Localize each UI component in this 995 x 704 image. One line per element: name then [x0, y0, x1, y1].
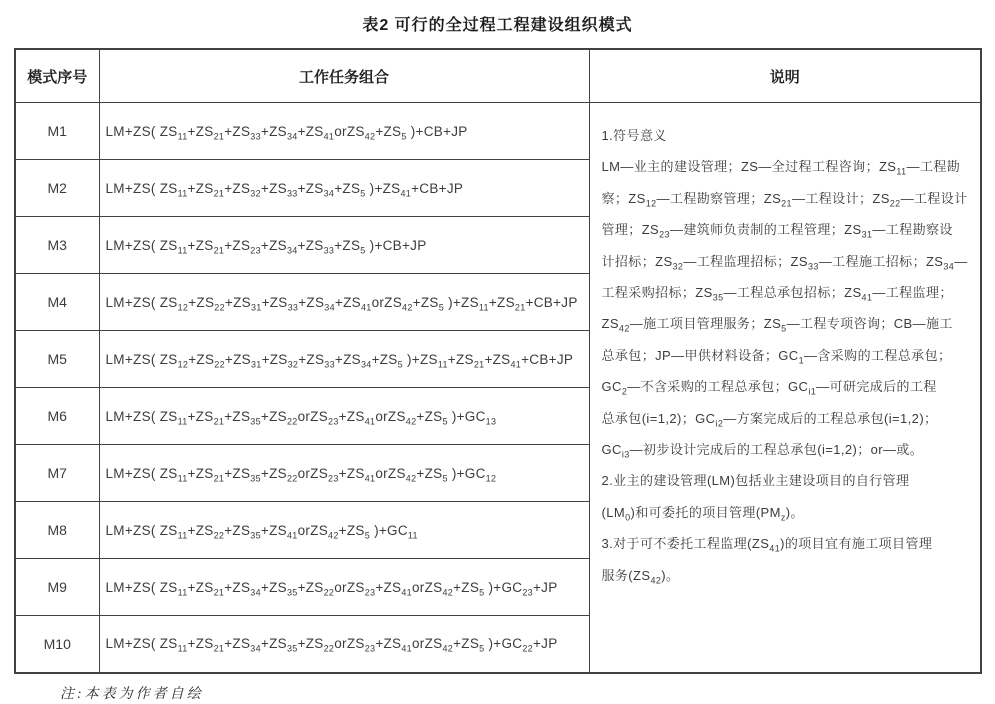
task-combination-cell: LM+ZS( $ZS_{11}+ZS_{21}+ZS_{32}+ZS_{33}+ZS_{34}+ZS_5$ )$+ZS_{41}+CB+JP$ [99, 160, 589, 217]
task-combination-cell: LM+ZS( $ZS_{11}+ZS_{21}+ZS_{34}+ZS_{35}+ZS_{22}orZS_{23}+ZS_{41}orZS_{42}+ZS_5$ )$+GC_{23}+JP$ [99, 559, 589, 616]
explanation-line: 计招标；$ZS_{32}—$工程监理招标；$ZS_{33}—$工程施工招标；$ZS_{34}—$ [601, 253, 968, 272]
table-row [15, 103, 981, 160]
explanation-line: 察；$ZS_{12}—$工程勘察管理；$ZS_{21}—$工程设计；$ZS_{22}—$工程设计 [601, 190, 968, 209]
table-footnote: 注:本表为作者自绘 [60, 686, 204, 702]
explanation-line: 3.对于可不委托工程监理$(ZS_{41})$的项目宜有施工项目管理 [601, 536, 933, 554]
mode-id-cell: M9 [15, 559, 99, 616]
explanation-line: $(LM_0)$和可委托的项目管理$(PM_z)$。 [601, 504, 804, 523]
mode-id-cell: M1 [15, 103, 99, 160]
task-combination-cell: LM+ZS( $ZS_{11}+ZS_{21}+ZS_{34}+ZS_{35}+ZS_{22}orZS_{23}+ZS_{41}orZS_{42}+ZS_5$ )$+GC_{22}+JP$ [99, 616, 589, 673]
task-combination-cell: LM+ZS( $ZS_{11}+ZS_{22}+ZS_{35}+ZS_{41}orZS_{42}+ZS_5$ )$+GC_{11}$ [99, 502, 589, 559]
mode-id-cell: M8 [15, 502, 99, 559]
explanation-line: $GC_{i3}—$初步设计完成后的工程总承包(i=1,2)；or—或。 [601, 442, 924, 460]
explanation-line: LM—业主的建设管理；ZS—全过程工程咨询；$ZS_{11}—$工程勘 [601, 159, 961, 177]
header-row [15, 49, 981, 103]
mode-id-cell: M4 [15, 274, 99, 331]
explanation-line: 总承包；JP—甲供材料设备；$GC_1—$含采购的工程总承包； [601, 347, 952, 366]
explanation-line: 2.业主的建设管理(LM)包括业主建设项目的自行管理 [601, 473, 910, 489]
mode-id-cell: M6 [15, 388, 99, 445]
task-combination-cell: LM+ZS( $ZS_{11}+ZS_{21}+ZS_{35}+ZS_{22}orZS_{23}+ZS_{41}orZS_{42}+ZS_5$ )$+GC_{13}$ [99, 388, 589, 445]
task-combination-cell: LM+ZS( $ZS_{12}+ZS_{22}+ZS_{31}+ZS_{32}+ZS_{33}+ZS_{34}+ZS_5$ )$+ZS_{11}+ZS_{21}+ZS_{41}+CB+JP$ [99, 331, 589, 388]
mode-id-cell: M10 [15, 616, 99, 673]
task-combination-cell: LM+ZS( $ZS_{12}+ZS_{22}+ZS_{31}+ZS_{33}+ZS_{34}+ZS_{41}orZS_{42}+ZS_5$ )$+ZS_{11}+ZS_{21}+CB+JP$ [99, 274, 589, 331]
explanation-line: $ZS_{42}—$施工项目管理服务；$ZS_5—$工程专项咨询；CB—施工 [601, 316, 953, 335]
explanation-line: 1.符号意义 [601, 128, 667, 143]
table-title: 表2 可行的全过程工程建设组织模式 [362, 17, 633, 34]
mode-id-cell: M5 [15, 331, 99, 388]
task-combination-cell: LM+ZS( $ZS_{11}+ZS_{21}+ZS_{23}+ZS_{34}+ZS_{33}+ZS_5$ )+CB+JP [99, 217, 589, 274]
explanation-line: 管理；$ZS_{23}—$建筑师负责制的工程管理；$ZS_{31}—$工程勘察设 [601, 222, 953, 240]
explanation-cell [589, 103, 981, 673]
explanation-line: 服务$(ZS_{42})$。 [601, 567, 680, 586]
explanation-line: $GC_2—$不含采购的工程总承包；$GC_{i1}—$可研完成后的工程 [601, 379, 937, 397]
header-mode-id: 模式序号 [15, 49, 99, 103]
organization-modes-table [14, 48, 982, 674]
header-explanation: 说明 [589, 49, 981, 103]
mode-id-cell: M2 [15, 160, 99, 217]
explanation-line: 总承包(i=1,2)；$GC_{i2}—$方案完成后的工程总承包(i=1,2)； [601, 410, 938, 429]
mode-id-cell: M3 [15, 217, 99, 274]
explanation-line: 工程采购招标；$ZS_{35}—$工程总承包招标；$ZS_{41}—$工程监理； [601, 285, 953, 303]
header-task-combination: 工作任务组合 [99, 49, 589, 103]
task-combination-cell: LM+ZS( $ZS_{11}+ZS_{21}+ZS_{35}+ZS_{22}orZS_{23}+ZS_{41}orZS_{42}+ZS_5$ )$+GC_{12}$ [99, 445, 589, 502]
mode-id-cell: M7 [15, 445, 99, 502]
task-combination-cell: LM+ZS( $ZS_{11}+ZS_{21}+ZS_{33}+ZS_{34}+ZS_{41}orZS_{42}+ZS_5$ )+CB+JP [99, 103, 589, 160]
